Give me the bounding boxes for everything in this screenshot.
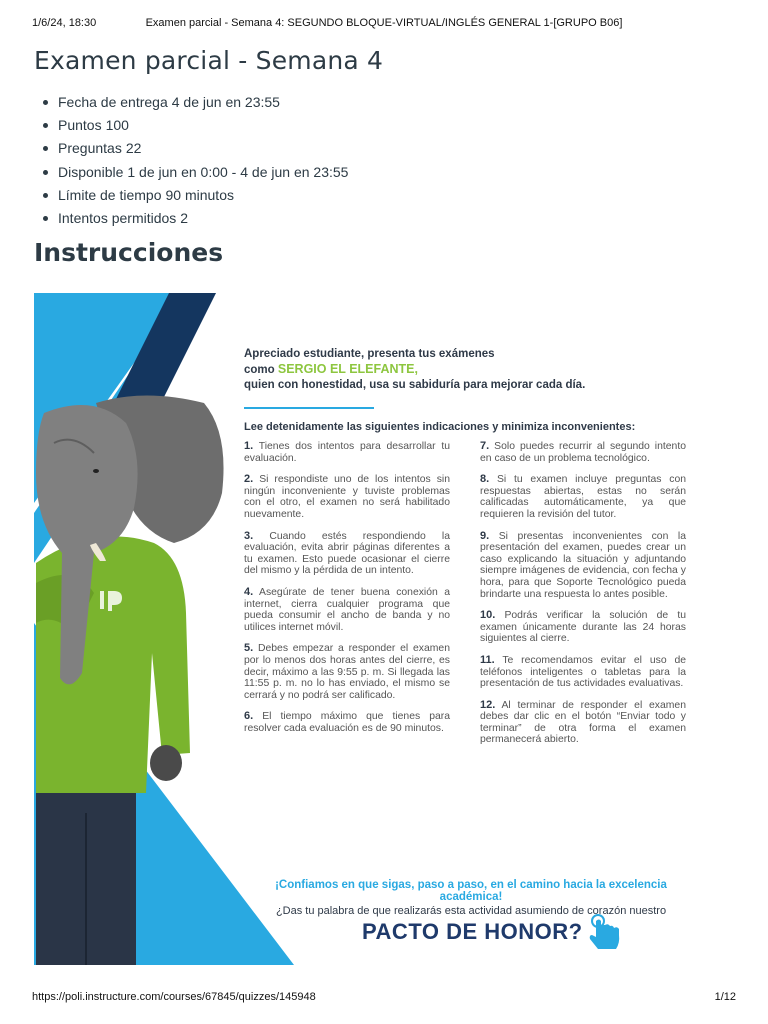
- banner-lead: Lee detenidamente las siguientes indicaciones y minimiza inconvenientes:: [244, 421, 636, 433]
- instructions-heading: Instrucciones: [34, 238, 224, 267]
- detail-attempts: [40, 207, 348, 230]
- detail-value: 100: [105, 117, 129, 134]
- detail-value: 4 de jun en 23:55: [171, 94, 280, 110]
- print-footer: [32, 991, 736, 1005]
- item-number: 2.: [244, 473, 254, 486]
- instruction-item: [480, 474, 686, 520]
- item-text: Solo puedes recurrir al segundo intento en caso de un problema tecnológico.: [480, 441, 687, 464]
- item-text: Tienes dos intentos para desarrollar tu evaluación.: [244, 441, 450, 464]
- item-number: 6.: [244, 710, 254, 723]
- item-number: 9.: [480, 529, 490, 542]
- fist: [150, 745, 182, 781]
- detail-due-date: [40, 91, 348, 114]
- instruction-item: [244, 643, 450, 701]
- closing-line-2: ¿Das tu palabra de que realizarás esta actividad asumiendo de corazón nuestro: [275, 905, 667, 917]
- print-header: [32, 17, 736, 31]
- item-text: Al terminar de responder el examen debes dar clic en el botón “Enviar todo y terminar” de otra forma el examen permanecerá abierto.: [480, 699, 686, 746]
- intro-line-1: Apreciado estudiante, presenta tus exámenes: [244, 348, 495, 360]
- honor-pact-title: PACTO DE HONOR?: [362, 919, 583, 944]
- item-text: Si tu examen incluye preguntas con respuestas abiertas, estas no serán calificadas automáticamente, ya que requieren la revisión del tutor.: [480, 474, 686, 520]
- item-number: 3.: [244, 529, 254, 542]
- instruction-item: [480, 700, 686, 746]
- detail-label: Límite de tiempo: [58, 186, 162, 203]
- item-text: Asegúrate de tener buena conexión a internet, cierra cualquier programa que pueda consumir el ancho de banda y no utilices internet móvil.: [244, 586, 450, 633]
- lead-divider: [244, 407, 374, 409]
- item-number: 7.: [480, 440, 490, 452]
- instruction-item: [480, 610, 686, 645]
- item-text: Debes empezar a responder el examen por lo menos dos horas antes del cierre, es decir, máximo a las 9:55 p. m. Si llegada las 11:55 p. m. no lo has enviado, el mismo se cerrará y no podrá ser calificado.: [244, 643, 450, 701]
- detail-value: 1 de jun en 0:00 - 4 de jun en 23:55: [127, 163, 349, 180]
- detail-label: Fecha de entrega: [58, 94, 168, 110]
- instruction-item: [244, 711, 450, 734]
- instruction-item: [480, 531, 686, 601]
- item-text: Si presentas inconvenientes con la presentación del examen, puedes crear un caso explicando la situación y adjuntando siempre imágenes de evidencia, con fecha y hora, para que Soporte Tecnológico pueda brindarte una respuesta lo antes posible.: [480, 530, 687, 600]
- item-text: Te recomendamos evitar el uso de teléfonos inteligentes o tabletas para la presentación de tus actividades evaluativas.: [480, 654, 687, 690]
- instruction-item: [244, 587, 450, 633]
- item-text: El tiempo máximo que tienes para resolver cada evaluación es de 90 minutos.: [244, 711, 451, 734]
- item-number: 10.: [480, 609, 496, 622]
- detail-label: Disponible: [58, 163, 124, 180]
- page-url: https://poli.instructure.com/courses/67845/quizzes/145948: [32, 991, 316, 1003]
- detail-questions: [40, 137, 348, 160]
- detail-time-limit: [40, 184, 348, 207]
- detail-label: Puntos: [58, 117, 102, 134]
- item-text: Cuando estés respondiendo la evaluación, evita abrir páginas diferentes a tu examen. Esto puede ocasionar el cierre del mismo y la pérdida de un intento.: [244, 530, 450, 577]
- item-number: 12.: [480, 698, 496, 711]
- item-text: Podrás verificar la solución de tu examen únicamente durante las 24 horas siguientes al cierre.: [480, 610, 686, 645]
- detail-value: 2: [180, 209, 189, 226]
- item-number: 4.: [244, 585, 254, 598]
- item-number: 5.: [244, 642, 254, 655]
- intro-como: como: [244, 364, 275, 376]
- instruction-item: [244, 531, 450, 577]
- page-title: Examen parcial - Semana 4: [34, 46, 384, 75]
- detail-available: [40, 161, 348, 184]
- item-text: Si respondiste uno de los intentos sin ningún inconveniente y tuviste problemas con el otro, el examen no será habilitado nuevamente.: [244, 474, 450, 520]
- closing-line-1: ¡Confiamos en que sigas, paso a paso, en el camino hacia la excelencia académica!: [275, 879, 667, 903]
- instructions-column-right: [480, 441, 686, 756]
- instruction-item: [244, 441, 450, 464]
- detail-value: 22: [125, 140, 142, 157]
- print-page-title: Examen parcial - Semana 4: SEGUNDO BLOQUE-VIRTUAL/INGLÉS GENERAL 1-[GRUPO B06]: [145, 17, 623, 29]
- banner-intro: [244, 347, 585, 393]
- instructions-column-left: [244, 441, 450, 744]
- detail-label: Intentos permitidos: [58, 209, 177, 226]
- item-number: 11.: [480, 653, 495, 666]
- banner-closing: [244, 879, 698, 917]
- intro-highlight: SERGIO EL ELEFANTE,: [277, 362, 418, 376]
- item-number: 1.: [244, 440, 254, 452]
- instruction-item: [480, 441, 686, 464]
- item-number: 8.: [480, 473, 490, 486]
- quiz-details-list: [40, 91, 348, 230]
- intro-line-3: quien con honestidad, usa su sabiduría para mejorar cada día.: [244, 379, 586, 391]
- detail-label: Preguntas: [58, 140, 122, 157]
- print-datetime: 1/6/24, 18:30: [32, 17, 97, 29]
- detail-points: [40, 114, 348, 137]
- instructions-banner: [34, 293, 702, 965]
- elephant-eye: [93, 469, 99, 473]
- page-number: 1/12: [714, 991, 736, 1003]
- instruction-item: [244, 474, 450, 520]
- detail-value: 90 minutos: [165, 186, 234, 203]
- pointing-hand-icon: [586, 913, 626, 953]
- instruction-item: [480, 655, 686, 690]
